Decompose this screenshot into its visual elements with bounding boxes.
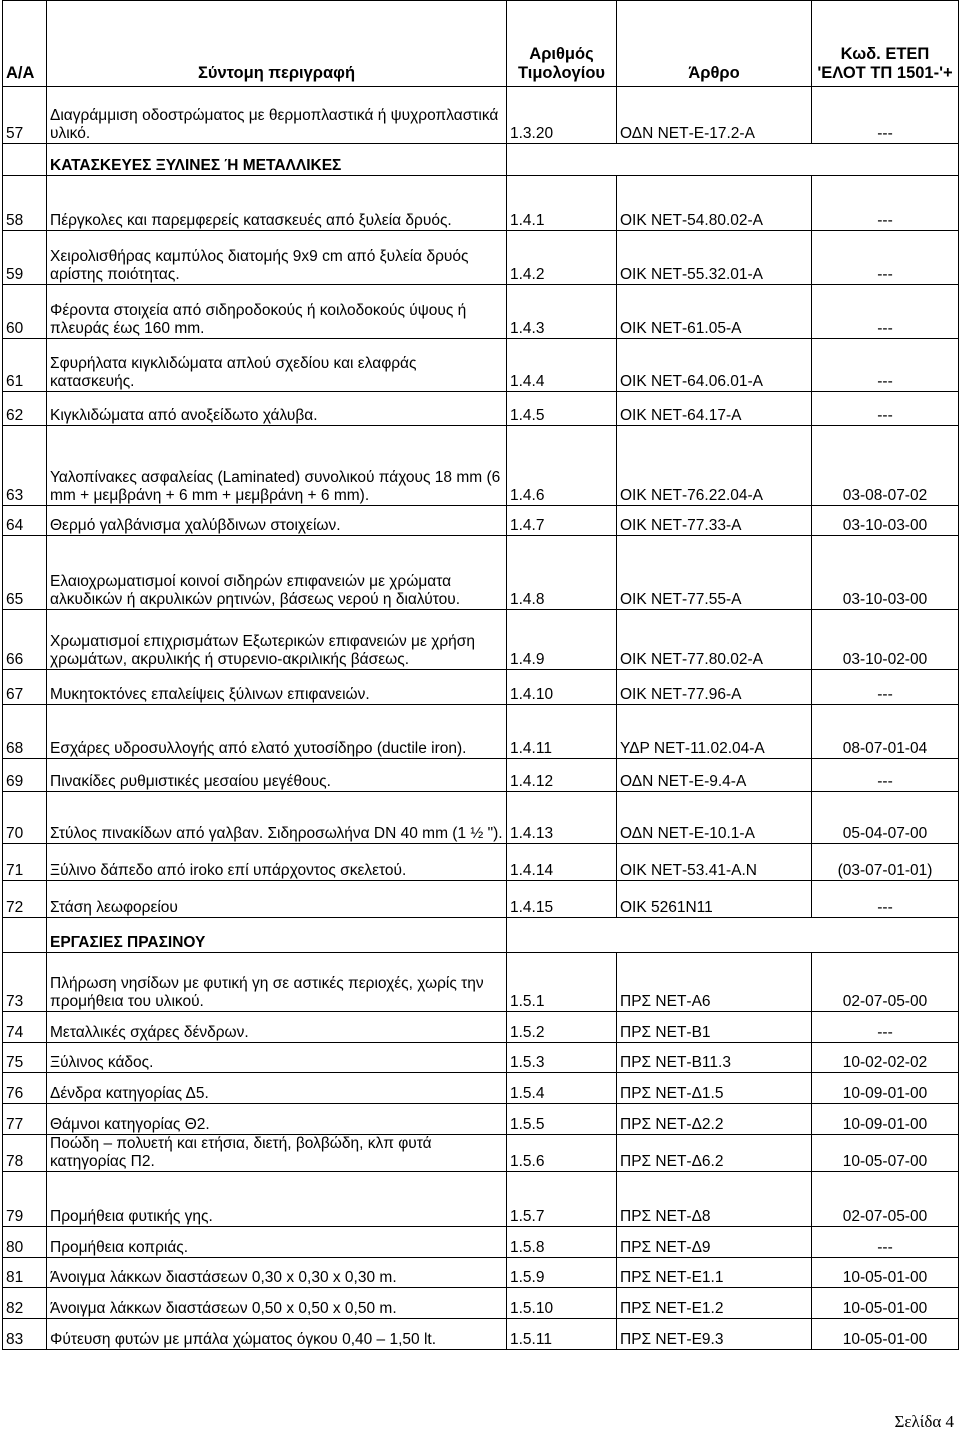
row-etep-code: 10-05-01-00 <box>812 1258 959 1288</box>
row-etep-code: --- <box>812 1227 959 1258</box>
row-invoice-number: 1.5.2 <box>507 1012 617 1043</box>
row-description: Προμήθεια φυτικής γης. <box>47 1172 507 1227</box>
table-header-row <box>3 1 959 87</box>
row-invoice-number: 1.5.9 <box>507 1258 617 1288</box>
row-invoice-number: 1.4.2 <box>507 231 617 285</box>
row-invoice-number: 1.4.10 <box>507 670 617 705</box>
row-article: ΟΔΝ ΝΕΤ-Ε-17.2-Α <box>617 87 812 144</box>
row-description: Μεταλλικές σχάρες δένδρων. <box>47 1012 507 1043</box>
header-description: Σύντομη περιγραφή <box>47 1 507 87</box>
row-article: ΟΙΚ ΝΕΤ-55.32.01-Α <box>617 231 812 285</box>
row-etep-code: 10-09-01-00 <box>812 1104 959 1135</box>
row-number: 71 <box>3 844 47 881</box>
row-number: 80 <box>3 1227 47 1258</box>
row-number: 79 <box>3 1172 47 1227</box>
row-article: ΠΡΣ ΝΕΤ-Δ8 <box>617 1172 812 1227</box>
row-article: ΟΔΝ ΝΕΤ-Ε-10.1-Α <box>617 792 812 844</box>
row-etep-code: 03-10-02-00 <box>812 610 959 670</box>
row-number: 61 <box>3 339 47 392</box>
row-article: ΟΙΚ ΝΕΤ-77.96-Α <box>617 670 812 705</box>
row-description: Θερμό γαλβάνισμα χαλύβδινων στοιχείων. <box>47 506 507 536</box>
row-article: ΠΡΣ ΝΕΤ-Δ2.2 <box>617 1104 812 1135</box>
row-description: Φύτευση φυτών με μπάλα χώματος όγκου 0,40 – 1,50 lt. <box>47 1319 507 1350</box>
row-description: Προμήθεια κοπριάς. <box>47 1227 507 1258</box>
table-row <box>3 1258 959 1288</box>
row-etep-code: 10-05-07-00 <box>812 1135 959 1172</box>
row-description: Χειρολισθήρας καμπύλος διατομής 9x9 cm από ξυλεία δρυός αρίστης ποιότητας. <box>47 231 507 285</box>
row-description: Θάμνοι κατηγορίας Θ2. <box>47 1104 507 1135</box>
row-article: ΥΔΡ ΝΕΤ-11.02.04-Α <box>617 705 812 759</box>
table-row <box>3 285 959 339</box>
row-invoice-number: 1.4.6 <box>507 426 617 506</box>
table-row <box>3 536 959 610</box>
row-description: Πλήρωση νησίδων με φυτική γη σε αστικές περιοχές, χωρίς την προμήθεια του υλικού. <box>47 953 507 1012</box>
row-invoice-number: 1.4.7 <box>507 506 617 536</box>
table-row <box>3 844 959 881</box>
row-etep-code: 03-08-07-02 <box>812 426 959 506</box>
row-number: 83 <box>3 1319 47 1350</box>
row-number: 60 <box>3 285 47 339</box>
row-description: Εσχάρες υδροσυλλογής από ελατό χυτοσίδηρο (ductile iron). <box>47 705 507 759</box>
row-description: Ξύλινο δάπεδο από iroko επί υπάρχοντος σκελετού. <box>47 844 507 881</box>
row-invoice-number: 1.5.7 <box>507 1172 617 1227</box>
header-aa: Α/Α <box>3 1 47 87</box>
row-article: ΠΡΣ ΝΕΤ-Ε1.2 <box>617 1288 812 1319</box>
row-etep-code: 03-10-03-00 <box>812 506 959 536</box>
row-number: 62 <box>3 392 47 426</box>
row-etep-code: --- <box>812 87 959 144</box>
row-description: Άνοιγμα λάκκων διαστάσεων 0,50 x 0,50 x 0,50 m. <box>47 1288 507 1319</box>
row-number: 67 <box>3 670 47 705</box>
row-description: Στάση λεωφορείου <box>47 881 507 918</box>
row-etep-code: --- <box>812 759 959 792</box>
row-number: 57 <box>3 87 47 144</box>
row-number: 75 <box>3 1043 47 1073</box>
table-row <box>3 1135 959 1172</box>
row-etep-code: --- <box>812 881 959 918</box>
row-description: Πινακίδες ρυθμιστικές μεσαίου μεγέθους. <box>47 759 507 792</box>
row-number: 64 <box>3 506 47 536</box>
row-description: Διαγράμμιση οδοστρώματος με θερμοπλαστικά ή ψυχροπλαστικά υλικό. <box>47 87 507 144</box>
table-row <box>3 339 959 392</box>
row-etep-code: --- <box>812 176 959 231</box>
row-invoice-number: 1.5.11 <box>507 1319 617 1350</box>
header-article: Άρθρο <box>617 1 812 87</box>
row-article: ΟΙΚ ΝΕΤ-61.05-Α <box>617 285 812 339</box>
row-invoice-number: 1.5.1 <box>507 953 617 1012</box>
row-article: ΠΡΣ ΝΕΤ-Ε1.1 <box>617 1258 812 1288</box>
section-empty-cell <box>507 144 959 176</box>
row-number: 68 <box>3 705 47 759</box>
row-etep-code: --- <box>812 392 959 426</box>
table-row <box>3 1227 959 1258</box>
row-number: 72 <box>3 881 47 918</box>
table-row <box>3 1043 959 1073</box>
row-article: ΠΡΣ ΝΕΤ-Β1 <box>617 1012 812 1043</box>
section-row <box>3 144 959 176</box>
row-description: Πέργκολες και παρεμφερείς κατασκευές από ξυλεία δρυός. <box>47 176 507 231</box>
row-invoice-number: 1.4.3 <box>507 285 617 339</box>
row-invoice-number: 1.4.12 <box>507 759 617 792</box>
row-description: Φέροντα στοιχεία από σιδηροδοκούς ή κοιλοδοκούς ύψους ή πλευράς έως 160 mm. <box>47 285 507 339</box>
table-row <box>3 392 959 426</box>
row-etep-code: 10-05-01-00 <box>812 1288 959 1319</box>
table-row <box>3 881 959 918</box>
row-number: 82 <box>3 1288 47 1319</box>
table-row <box>3 705 959 759</box>
row-invoice-number: 1.4.11 <box>507 705 617 759</box>
row-article: ΠΡΣ ΝΕΤ-Α6 <box>617 953 812 1012</box>
row-etep-code: 10-09-01-00 <box>812 1073 959 1104</box>
row-number: 74 <box>3 1012 47 1043</box>
row-number: 70 <box>3 792 47 844</box>
row-etep-code: 02-07-05-00 <box>812 953 959 1012</box>
table-row <box>3 231 959 285</box>
row-number: 78 <box>3 1135 47 1172</box>
row-etep-code: --- <box>812 339 959 392</box>
table-row <box>3 1172 959 1227</box>
row-invoice-number: 1.4.4 <box>507 339 617 392</box>
row-article: ΟΙΚ ΝΕΤ-76.22.04-Α <box>617 426 812 506</box>
row-etep-code: 05-04-07-00 <box>812 792 959 844</box>
row-etep-code: --- <box>812 670 959 705</box>
row-article: ΠΡΣ ΝΕΤ-Δ9 <box>617 1227 812 1258</box>
row-article: ΟΙΚ 5261Ν11 <box>617 881 812 918</box>
table-row <box>3 1073 959 1104</box>
row-article: ΟΙΚ ΝΕΤ-64.17-Α <box>617 392 812 426</box>
row-description: Άνοιγμα λάκκων διαστάσεων 0,30 x 0,30 x 0,30 m. <box>47 1258 507 1288</box>
row-number: 65 <box>3 536 47 610</box>
row-description: Δένδρα κατηγορίας Δ5. <box>47 1073 507 1104</box>
row-article: ΟΙΚ ΝΕΤ-54.80.02-Α <box>617 176 812 231</box>
header-invoice-number: Αριθμός Τιμολογίου <box>507 1 617 87</box>
page-number: Σελίδα 4 <box>894 1412 954 1431</box>
row-description: Ξύλινος κάδος. <box>47 1043 507 1073</box>
row-description: Μυκητοκτόνες επαλείψεις ξύλινων επιφανειών. <box>47 670 507 705</box>
row-article: ΟΙΚ ΝΕΤ-53.41-Α.Ν <box>617 844 812 881</box>
table-row <box>3 670 959 705</box>
row-description: Κιγκλιδώματα από ανοξείδωτο χάλυβα. <box>47 392 507 426</box>
section-aa-cell <box>3 144 47 176</box>
section-aa-cell <box>3 918 47 953</box>
row-article: ΠΡΣ ΝΕΤ-Δ1.5 <box>617 1073 812 1104</box>
row-etep-code: 02-07-05-00 <box>812 1172 959 1227</box>
row-invoice-number: 1.5.6 <box>507 1135 617 1172</box>
row-description: Σφυρήλατα κιγκλιδώματα απλού σχεδίου και ελαφράς κατασκευής. <box>47 339 507 392</box>
row-article: ΠΡΣ ΝΕΤ-Ε9.3 <box>617 1319 812 1350</box>
table-row <box>3 1012 959 1043</box>
row-etep-code: --- <box>812 285 959 339</box>
row-invoice-number: 1.5.8 <box>507 1227 617 1258</box>
price-list-table <box>2 0 959 1350</box>
row-description: Στύλος πινακίδων από γαλβαν. Σιδηροσωλήνα DN 40 mm (1 ½ "). <box>47 792 507 844</box>
row-description: Χρωματισμοί επιχρισμάτων Εξωτερικών επιφανειών με χρήση χρωμάτων, ακρυλικής ή στυρενιο-ακριλικής βάσεως. <box>47 610 507 670</box>
row-invoice-number: 1.5.4 <box>507 1073 617 1104</box>
section-title: ΕΡΓΑΣΙΕΣ ΠΡΑΣΙΝΟΥ <box>47 918 507 953</box>
row-number: 73 <box>3 953 47 1012</box>
row-article: ΠΡΣ ΝΕΤ-Β11.3 <box>617 1043 812 1073</box>
row-invoice-number: 1.4.9 <box>507 610 617 670</box>
row-number: 66 <box>3 610 47 670</box>
row-article: ΟΙΚ ΝΕΤ-77.33-Α <box>617 506 812 536</box>
row-etep-code: (03-07-01-01) <box>812 844 959 881</box>
row-number: 69 <box>3 759 47 792</box>
table-row <box>3 426 959 506</box>
table-row <box>3 1288 959 1319</box>
table-row <box>3 176 959 231</box>
row-number: 81 <box>3 1258 47 1288</box>
row-description: Ελαιοχρωματισμοί κοινοί σιδηρών επιφανειών με χρώματα αλκυδικών ή ακρυλικών ρητινών, βάσεως νερού η διαλύτου. <box>47 536 507 610</box>
row-etep-code: --- <box>812 231 959 285</box>
header-etep-code: Κωδ. ΕΤΕΠ 'ΕΛΟΤ ΤΠ 1501-'+ <box>812 1 959 87</box>
row-invoice-number: 1.4.15 <box>507 881 617 918</box>
row-invoice-number: 1.4.1 <box>507 176 617 231</box>
row-invoice-number: 1.4.5 <box>507 392 617 426</box>
row-number: 76 <box>3 1073 47 1104</box>
row-invoice-number: 1.3.20 <box>507 87 617 144</box>
row-invoice-number: 1.5.5 <box>507 1104 617 1135</box>
row-article: ΟΔΝ ΝΕΤ-Ε-9.4-Α <box>617 759 812 792</box>
row-article: ΟΙΚ ΝΕΤ-77.55-Α <box>617 536 812 610</box>
section-empty-cell <box>507 918 959 953</box>
row-invoice-number: 1.4.8 <box>507 536 617 610</box>
row-invoice-number: 1.5.10 <box>507 1288 617 1319</box>
row-etep-code: 08-07-01-04 <box>812 705 959 759</box>
section-row <box>3 918 959 953</box>
table-row <box>3 1319 959 1350</box>
section-title: ΚΑΤΑΣΚΕΥΕΣ ΞΥΛΙΝΕΣ Ή ΜΕΤΑΛΛΙΚΕΣ <box>47 144 507 176</box>
table-row <box>3 610 959 670</box>
table-row <box>3 759 959 792</box>
row-invoice-number: 1.4.14 <box>507 844 617 881</box>
row-etep-code: 10-02-02-02 <box>812 1043 959 1073</box>
table-row <box>3 506 959 536</box>
row-etep-code: --- <box>812 1012 959 1043</box>
row-invoice-number: 1.4.13 <box>507 792 617 844</box>
table-row <box>3 792 959 844</box>
row-number: 59 <box>3 231 47 285</box>
row-etep-code: 03-10-03-00 <box>812 536 959 610</box>
row-description: Ποώδη – πολυετή και ετήσια, διετή, βολβώδη, κλπ φυτά κατηγορίας Π2. <box>47 1135 507 1172</box>
row-invoice-number: 1.5.3 <box>507 1043 617 1073</box>
row-article: ΟΙΚ ΝΕΤ-77.80.02-Α <box>617 610 812 670</box>
row-number: 77 <box>3 1104 47 1135</box>
row-article: ΟΙΚ ΝΕΤ-64.06.01-Α <box>617 339 812 392</box>
table-row <box>3 1104 959 1135</box>
table-row <box>3 953 959 1012</box>
row-number: 58 <box>3 176 47 231</box>
row-etep-code: 10-05-01-00 <box>812 1319 959 1350</box>
table-row <box>3 87 959 144</box>
row-article: ΠΡΣ ΝΕΤ-Δ6.2 <box>617 1135 812 1172</box>
row-number: 63 <box>3 426 47 506</box>
row-description: Υαλοπίνακες ασφαλείας (Laminated) συνολικού πάχους 18 mm (6 mm + μεμβράνη + 6 mm + μεμβράνη + 6 mm). <box>47 426 507 506</box>
